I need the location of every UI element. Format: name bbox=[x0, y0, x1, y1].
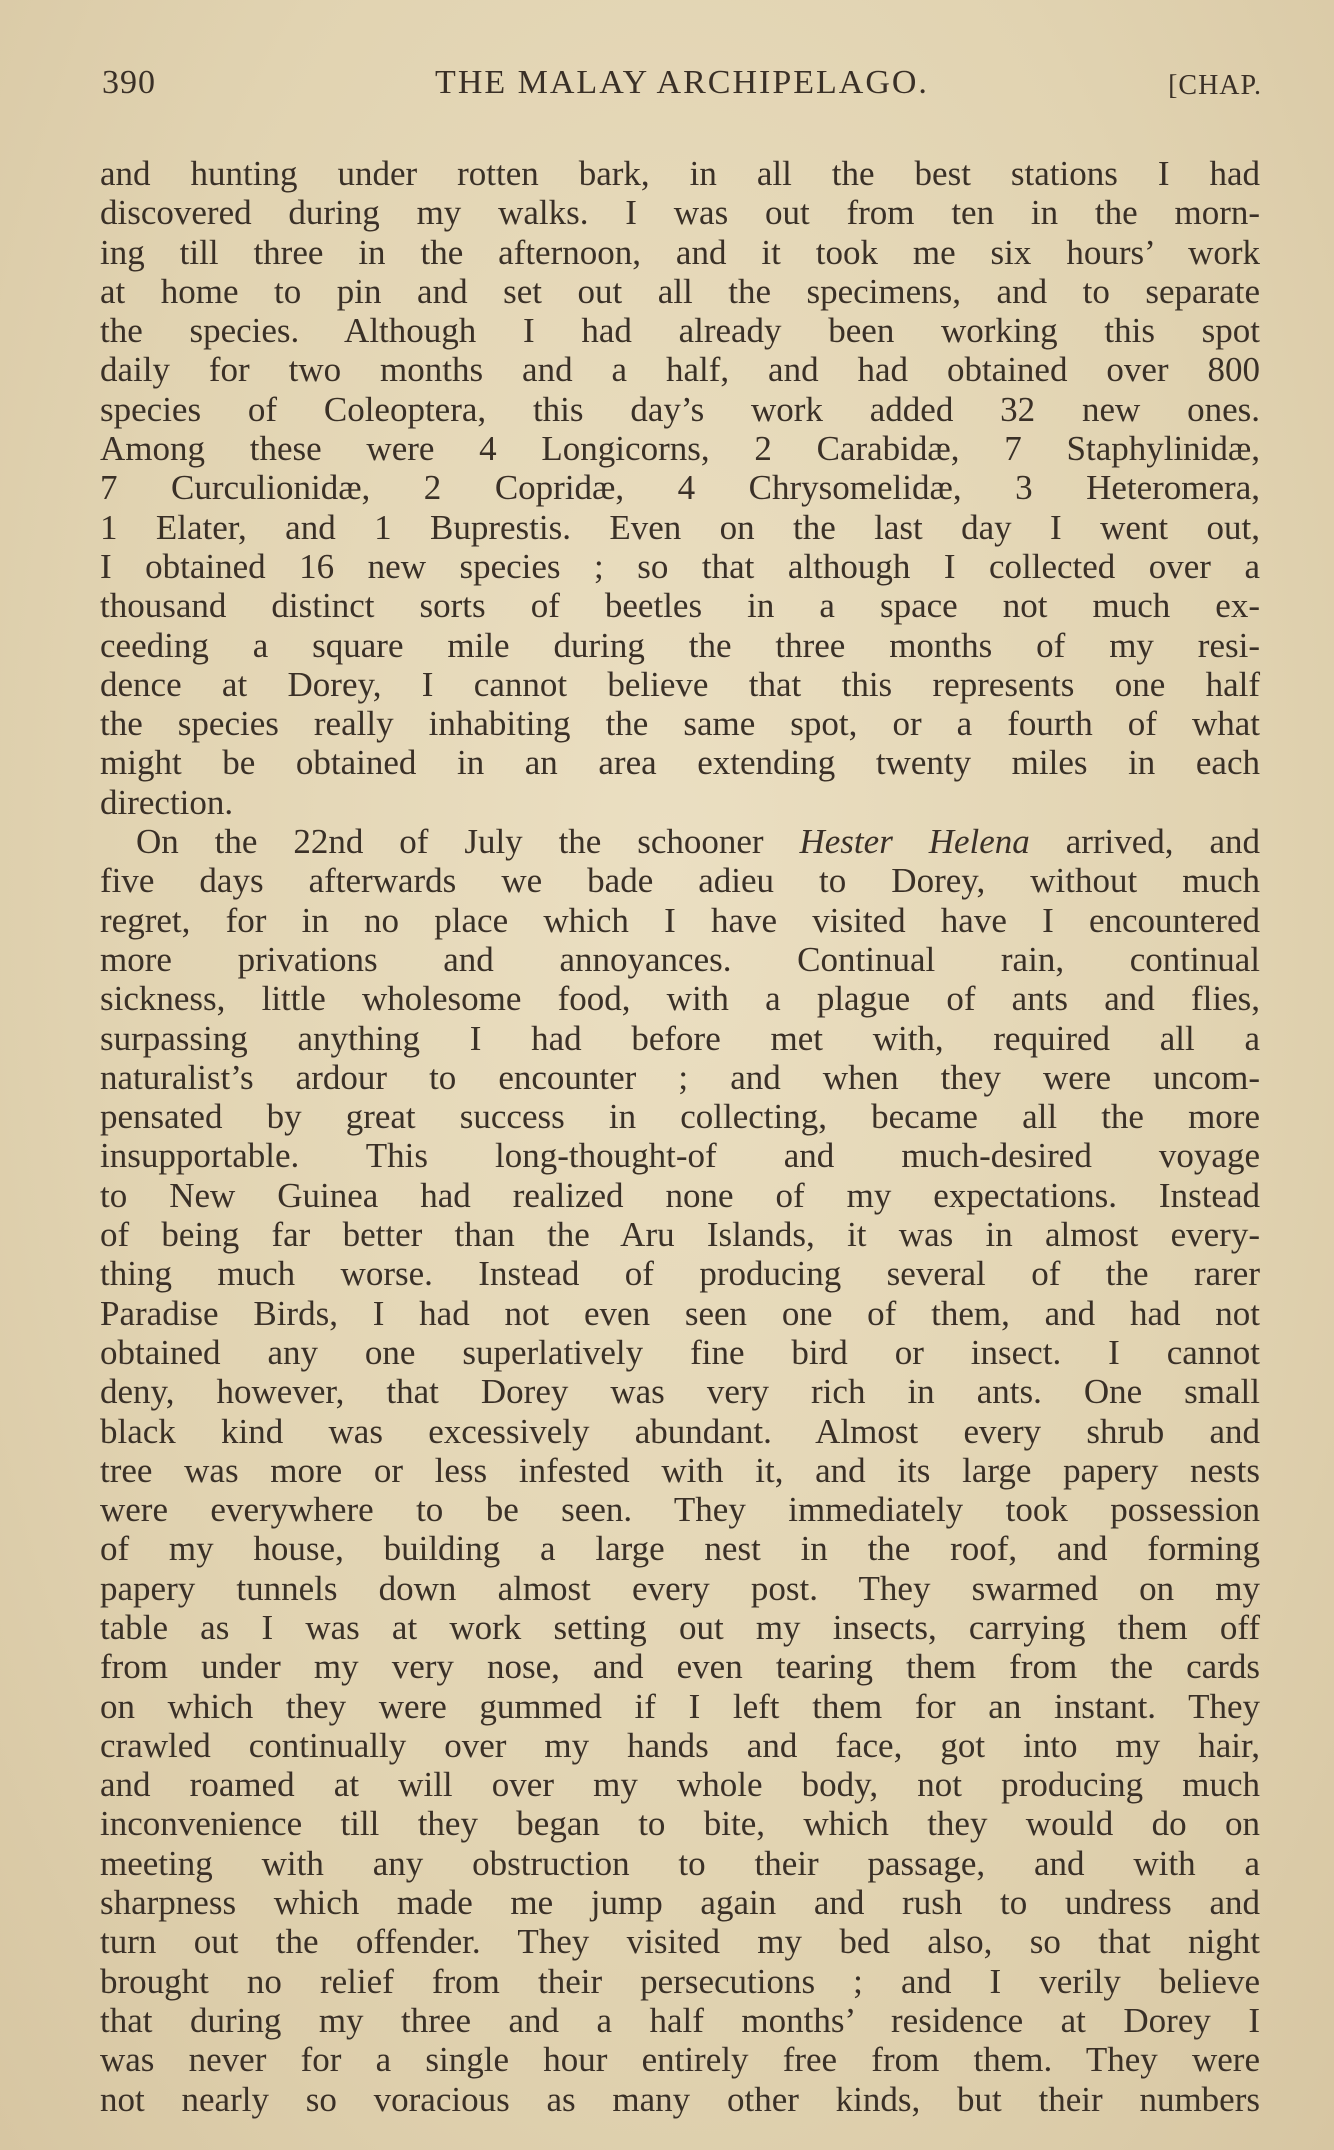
body-text bbox=[100, 154, 1260, 2119]
ship-name: Hester Helena bbox=[799, 822, 1030, 862]
text-line: tree was more or less infested with it, and its large papery nests bbox=[100, 1450, 1260, 1490]
text-line: ceeding a square mile during the three months of my resi- bbox=[100, 625, 1260, 665]
text-line: black kind was excessively abundant. Almost every shrub and bbox=[100, 1411, 1260, 1451]
text-line: turn out the offender. They visited my bed also, so that night bbox=[100, 1922, 1260, 1962]
text-line: crawled continually over my hands and face, got into my hair, bbox=[100, 1725, 1260, 1765]
text-line: meeting with any obstruction to their passage, and with a bbox=[100, 1843, 1260, 1883]
text-line: regret, for in no place which I have visited have I encountered bbox=[100, 900, 1260, 940]
text-line: daily for two months and a half, and had obtained over 800 bbox=[100, 350, 1260, 390]
text-line: and hunting under rotten bark, in all the best stations I had bbox=[100, 154, 1260, 193]
text-line: species of Coleoptera, this day’s work added 32 new ones. bbox=[100, 389, 1260, 429]
text-line: the species really inhabiting the same spot, or a fourth of what bbox=[100, 704, 1260, 744]
chapter-mark: [CHAP. bbox=[1168, 70, 1262, 101]
text-line: discovered during my walks. I was out from ten in the morn- bbox=[100, 193, 1260, 233]
paragraph-2 bbox=[100, 822, 1260, 2119]
text-line: at home to pin and set out all the specimens, and to separate bbox=[100, 271, 1260, 311]
text-line: I obtained 16 new species ; so that although I collected over a bbox=[100, 546, 1260, 586]
text-line: brought no relief from their persecutions ; and I verily believe bbox=[100, 1961, 1260, 2001]
text-segment: On the 22nd of July the schooner bbox=[136, 822, 800, 862]
text-line-first bbox=[100, 822, 1260, 861]
text-line: deny, however, that Dorey was very rich in ants. One small bbox=[100, 1372, 1260, 1412]
text-line: 7 Curculionidæ, 2 Copridæ, 4 Chrysomelidæ, 3 Heteromera, bbox=[100, 468, 1260, 508]
text-segment: arrived, and bbox=[1029, 822, 1261, 862]
text-line: papery tunnels down almost every post. They swarmed on my bbox=[100, 1568, 1260, 1608]
text-line: of being far better than the Aru Islands, it was in almost every- bbox=[100, 1215, 1260, 1255]
text-line: and roamed at will over my whole body, not producing much bbox=[100, 1765, 1260, 1805]
text-line: pensated by great success in collecting, became all the more bbox=[100, 1097, 1260, 1137]
text-line: naturalist’s ardour to encounter ; and when they were uncom- bbox=[100, 1057, 1260, 1097]
text-line: were everywhere to be seen. They immediately took possession bbox=[100, 1490, 1260, 1530]
text-line: sharpness which made me jump again and rush to undress and bbox=[100, 1883, 1260, 1923]
text-line: insupportable. This long-thought-of and much-desired voyage bbox=[100, 1136, 1260, 1176]
text-line: might be obtained in an area extending twenty miles in each bbox=[100, 743, 1260, 783]
text-line: Among these were 4 Longicorns, 2 Carabidæ, 7 Staphylinidæ, bbox=[100, 429, 1260, 469]
text-line: five days afterwards we bade adieu to Dorey, without much bbox=[100, 861, 1260, 901]
text-line: 1 Elater, and 1 Buprestis. Even on the last day I went out, bbox=[100, 507, 1260, 547]
page-number: 390 bbox=[102, 64, 156, 101]
text-line: sickness, little wholesome food, with a plague of ants and flies, bbox=[100, 979, 1260, 1019]
text-line: from under my very nose, and even tearing them from the cards bbox=[100, 1647, 1260, 1687]
text-line: direction. bbox=[100, 782, 234, 822]
text-line: dence at Dorey, I cannot believe that this represents one half bbox=[100, 664, 1260, 704]
text-line: thing much worse. Instead of producing several of the rarer bbox=[100, 1254, 1260, 1294]
text-line: thousand distinct sorts of beetles in a space not much ex- bbox=[100, 586, 1260, 626]
text-line: Paradise Birds, I had not even seen one of them, and had not bbox=[100, 1293, 1260, 1333]
text-line: inconvenience till they began to bite, which they would do on bbox=[100, 1804, 1260, 1844]
text-line: table as I was at work setting out my insects, carrying them off bbox=[100, 1607, 1260, 1647]
text-line: was never for a single hour entirely free from them. They were bbox=[100, 2040, 1260, 2080]
running-title: THE MALAY ARCHIPELAGO. bbox=[435, 64, 929, 101]
text-line: that during my three and a half months’ residence at Dorey I bbox=[100, 2000, 1260, 2040]
text-line: surpassing anything I had before met with, required all a bbox=[100, 1018, 1260, 1058]
text-line: of my house, building a large nest in the roof, and forming bbox=[100, 1529, 1260, 1569]
text-line: on which they were gummed if I left them for an instant. They bbox=[100, 1686, 1260, 1726]
text-line: obtained any one superlatively fine bird or insect. I cannot bbox=[100, 1332, 1260, 1372]
text-line: the species. Although I had already been working this spot bbox=[100, 311, 1260, 351]
page-header bbox=[102, 58, 1262, 108]
paragraph-1 bbox=[100, 154, 1260, 822]
text-line: not nearly so voracious as many other kinds, but their numbers bbox=[100, 2079, 1260, 2119]
text-line: to New Guinea had realized none of my expectations. Instead bbox=[100, 1175, 1260, 1215]
text-line: more privations and annoyances. Continual rain, continual bbox=[100, 939, 1260, 979]
text-line: ing till three in the afternoon, and it took me six hours’ work bbox=[100, 232, 1260, 272]
